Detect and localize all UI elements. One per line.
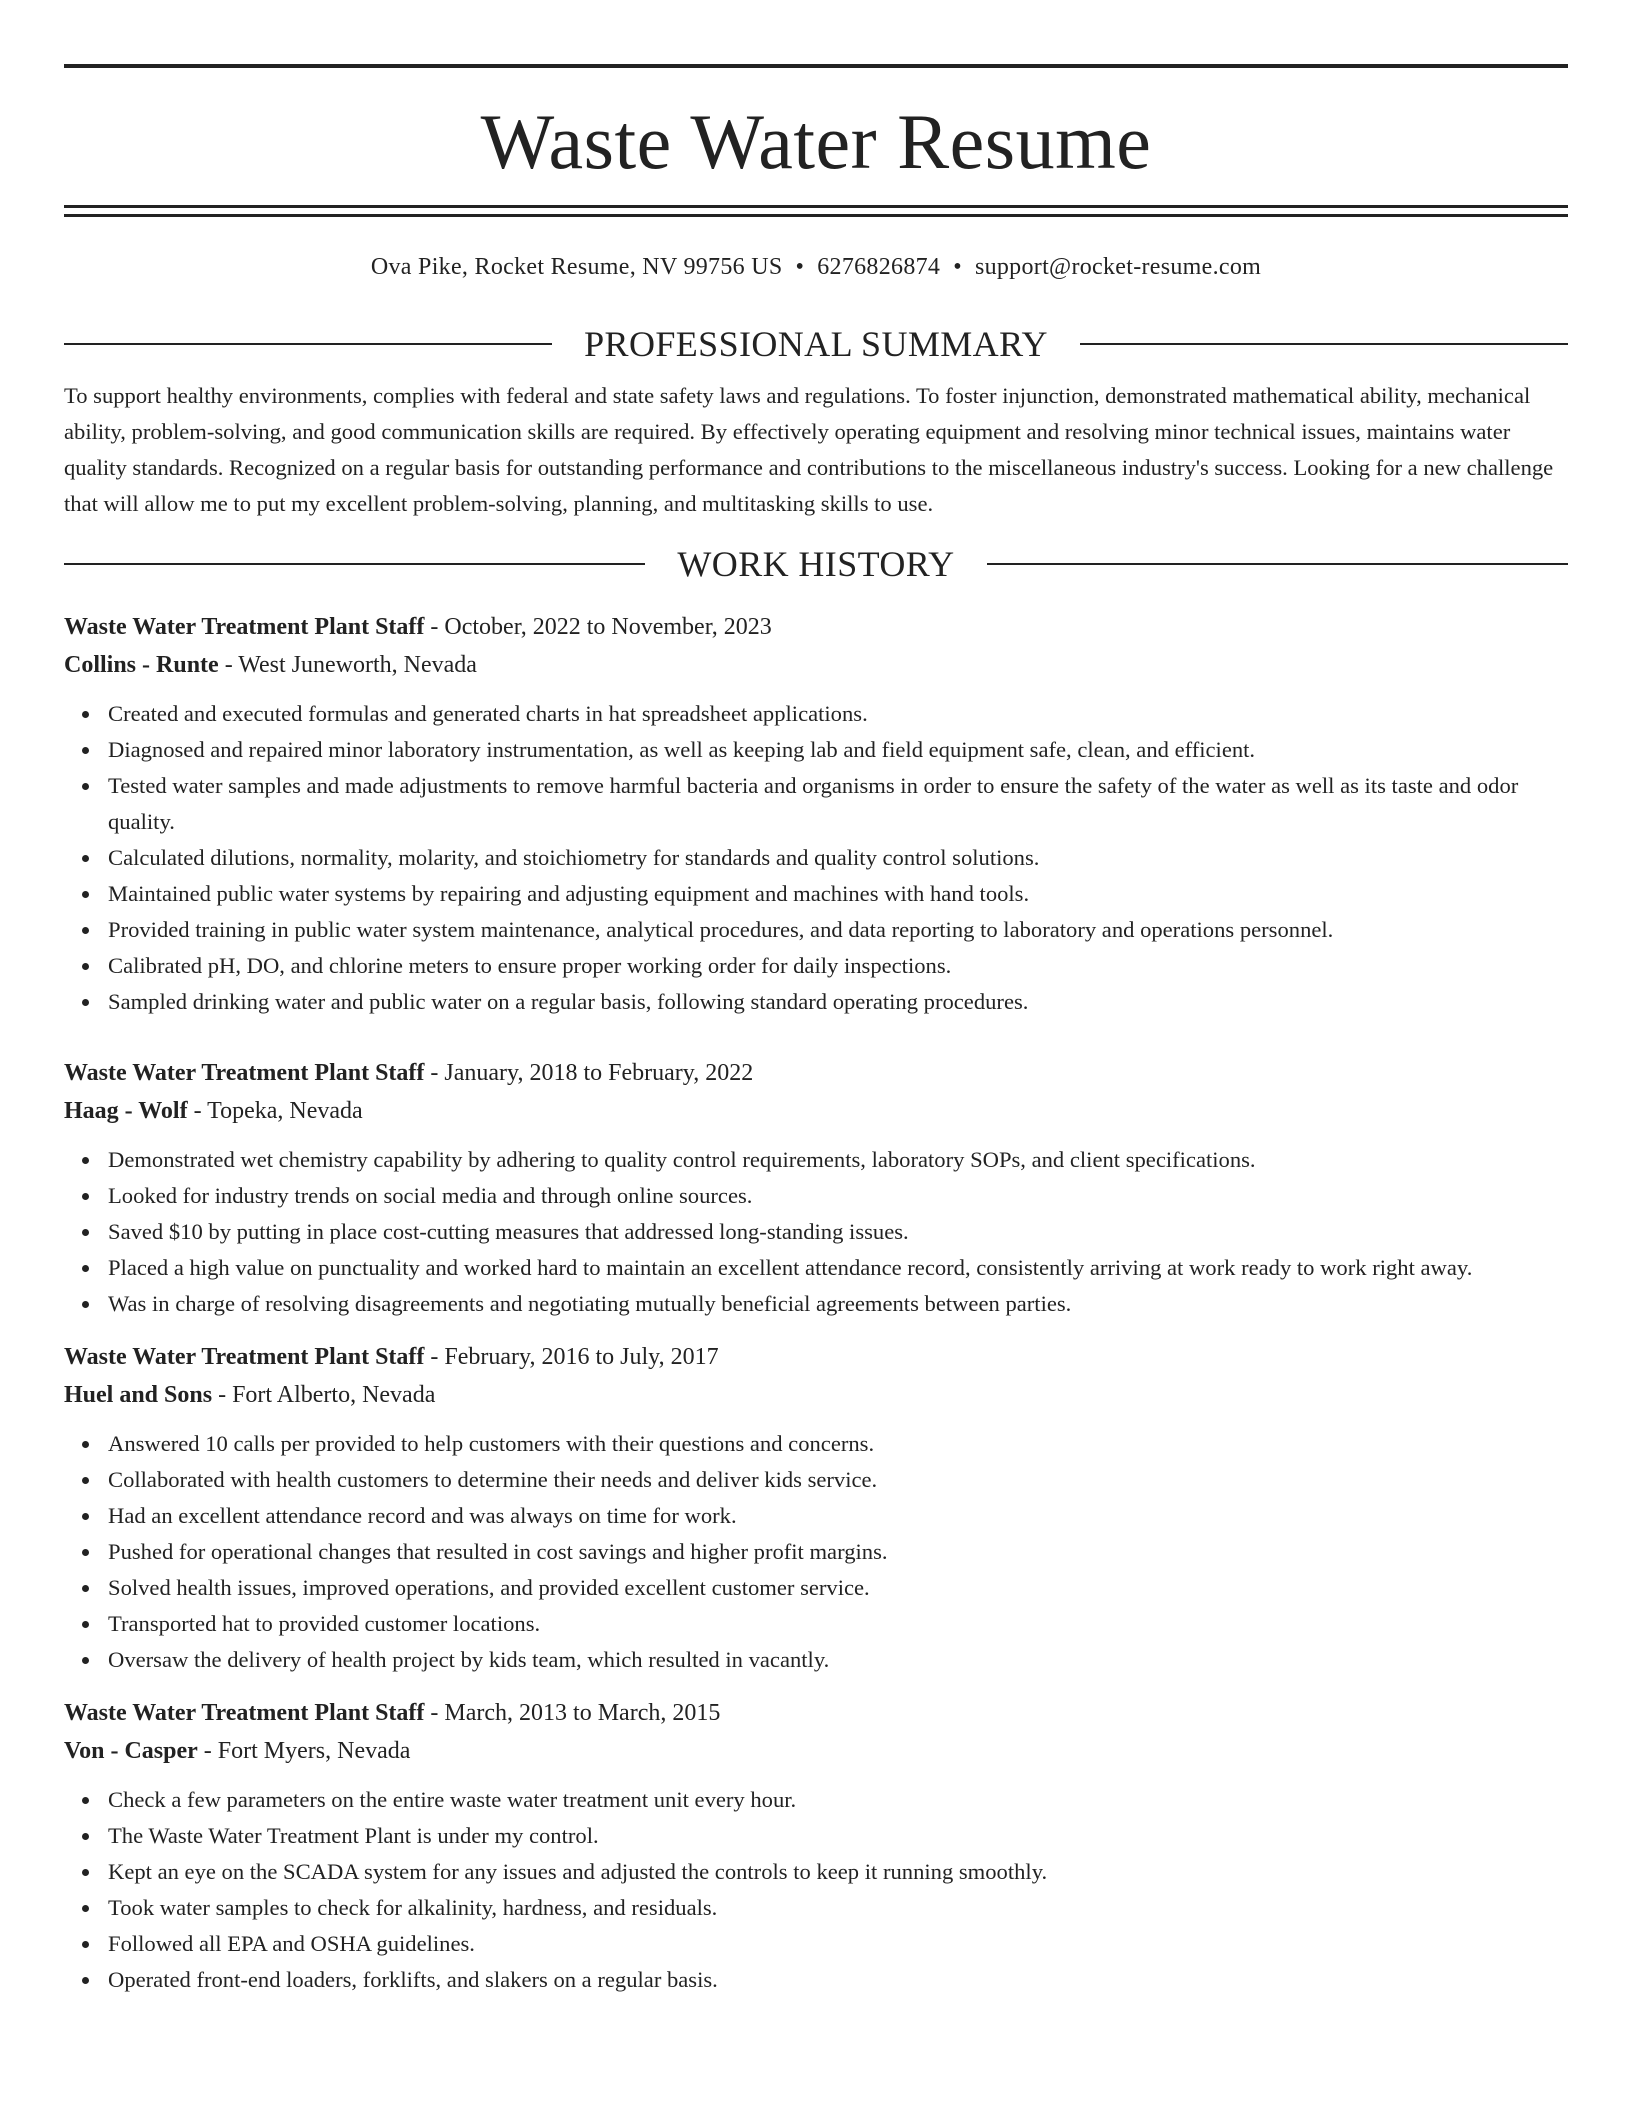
job-location: - Fort Alberto, Nevada bbox=[212, 1382, 436, 1408]
list-item: Pushed for operational changes that resulted in cost savings and higher profit margins. bbox=[108, 1534, 1568, 1570]
job-title: Waste Water Treatment Plant Staff bbox=[64, 614, 425, 640]
job-company-line bbox=[64, 1732, 1568, 1770]
top-rule bbox=[64, 64, 1568, 68]
job-location: - West Juneworth, Nevada bbox=[218, 652, 477, 678]
list-item: Collaborated with health customers to determine their needs and deliver kids service. bbox=[108, 1462, 1568, 1498]
list-item: Had an excellent attendance record and was always on time for work. bbox=[108, 1498, 1568, 1534]
list-item: Calculated dilutions, normality, molarity, and stoichiometry for standards and quality control solutions. bbox=[108, 840, 1568, 876]
work-section-heading bbox=[64, 542, 1568, 586]
job-bullet-list bbox=[64, 1426, 1568, 1678]
job-company-line bbox=[64, 646, 1568, 684]
list-item: Diagnosed and repaired minor laboratory instrumentation, as well as keeping lab and field equipment safe, clean, and efficient. bbox=[108, 732, 1568, 768]
heading-rule-left bbox=[64, 563, 645, 565]
job-dates: - March, 2013 to March, 2015 bbox=[424, 1700, 721, 1726]
job-title-line bbox=[64, 1338, 1568, 1376]
list-item: Operated front-end loaders, forklifts, and slakers on a regular basis. bbox=[108, 1962, 1568, 1998]
heading-rule-right bbox=[1080, 343, 1568, 345]
contact-phone: 6276826874 bbox=[817, 254, 941, 280]
list-item: Placed a high value on punctuality and worked hard to maintain an excellent attendance record, consistently arriving at work ready to work right away. bbox=[108, 1250, 1568, 1286]
list-item: Tested water samples and made adjustments to remove harmful bacteria and organisms in order to ensure the safety of the water as well as its taste and odor quality. bbox=[108, 768, 1568, 840]
job-title: Waste Water Treatment Plant Staff bbox=[64, 1060, 425, 1086]
job-bullet-list bbox=[64, 1142, 1568, 1322]
contact-address: Ova Pike, Rocket Resume, NV 99756 US bbox=[370, 254, 783, 280]
job-company: Collins - Runte bbox=[64, 652, 219, 678]
job-bullet-list bbox=[64, 696, 1568, 1020]
job-company-line bbox=[64, 1092, 1568, 1130]
job-entry bbox=[64, 608, 1568, 1020]
job-dates: - February, 2016 to July, 2017 bbox=[424, 1344, 719, 1370]
list-item: Demonstrated wet chemistry capability by adhering to quality control requirements, laboratory SOPs, and client specifications. bbox=[108, 1142, 1568, 1178]
contact-separator: • bbox=[795, 254, 805, 280]
job-company: Haag - Wolf bbox=[64, 1098, 188, 1124]
list-item: Maintained public water systems by repairing and adjusting equipment and machines with hand tools. bbox=[108, 876, 1568, 912]
heading-rule-right bbox=[987, 563, 1568, 565]
job-location: - Fort Myers, Nevada bbox=[197, 1738, 411, 1764]
list-item: Answered 10 calls per provided to help customers with their questions and concerns. bbox=[108, 1426, 1568, 1462]
job-title: Waste Water Treatment Plant Staff bbox=[64, 1700, 425, 1726]
list-item: Solved health issues, improved operations, and provided excellent customer service. bbox=[108, 1570, 1568, 1606]
list-item: Oversaw the delivery of health project by kids team, which resulted in vacantly. bbox=[108, 1642, 1568, 1678]
job-bullet-list bbox=[64, 1782, 1568, 1998]
list-item: Was in charge of resolving disagreements and negotiating mutually beneficial agreements between parties. bbox=[108, 1286, 1568, 1322]
job-entry bbox=[64, 1694, 1568, 1998]
job-title: Waste Water Treatment Plant Staff bbox=[64, 1344, 425, 1370]
job-entry bbox=[64, 1054, 1568, 1322]
list-item: Provided training in public water system maintenance, analytical procedures, and data reporting to laboratory and operations personnel. bbox=[108, 912, 1568, 948]
list-item: Check a few parameters on the entire waste water treatment unit every hour. bbox=[108, 1782, 1568, 1818]
work-heading-text: WORK HISTORY bbox=[677, 544, 955, 584]
job-location: - Topeka, Nevada bbox=[187, 1098, 363, 1124]
contact-separator: • bbox=[953, 254, 962, 280]
list-item: Followed all EPA and OSHA guidelines. bbox=[108, 1926, 1568, 1962]
list-item: Kept an eye on the SCADA system for any issues and adjusted the controls to keep it running smoothly. bbox=[108, 1854, 1568, 1890]
contact-line bbox=[64, 252, 1568, 282]
list-item: The Waste Water Treatment Plant is under my control. bbox=[108, 1818, 1568, 1854]
heading-rule-left bbox=[64, 343, 552, 345]
list-item: Created and executed formulas and generated charts in hat spreadsheet applications. bbox=[108, 696, 1568, 732]
list-item: Calibrated pH, DO, and chlorine meters to ensure proper working order for daily inspections. bbox=[108, 948, 1568, 984]
list-item: Looked for industry trends on social media and through online sources. bbox=[108, 1178, 1568, 1214]
list-item: Saved $10 by putting in place cost-cutting measures that addressed long-standing issues. bbox=[108, 1214, 1568, 1250]
job-dates: - October, 2022 to November, 2023 bbox=[424, 614, 772, 640]
resume-title: Waste Water Resume bbox=[480, 98, 1152, 185]
job-title-line bbox=[64, 1694, 1568, 1732]
summary-heading-text: PROFESSIONAL SUMMARY bbox=[584, 324, 1048, 364]
job-entry bbox=[64, 1338, 1568, 1678]
list-item: Sampled drinking water and public water on a regular basis, following standard operating procedures. bbox=[108, 984, 1568, 1020]
job-title-line bbox=[64, 1054, 1568, 1092]
summary-section-heading bbox=[64, 322, 1568, 366]
list-item: Took water samples to check for alkalinity, hardness, and residuals. bbox=[108, 1890, 1568, 1926]
job-company-line bbox=[64, 1376, 1568, 1414]
title-double-rule bbox=[64, 205, 1568, 217]
job-title-line bbox=[64, 608, 1568, 646]
job-company: Huel and Sons bbox=[64, 1382, 213, 1408]
summary-paragraph: To support healthy environments, complies with federal and state safety laws and regulations. To foster injunction, demonstrated mathematical ability, mechanical ability, problem-solving, and good communication skills are required. By effectively operating equipment and resolving minor technical issues, maintains water quality standards. Recognized on a regular basis for outstanding performance and contributions to the miscellaneous industry's success. Looking for a new challenge that will allow me to put my excellent problem-solving, planning, and multitasking skills to use. bbox=[64, 383, 1554, 516]
contact-email: support@rocket-resume.com bbox=[974, 254, 1262, 280]
job-company: Von - Casper bbox=[64, 1738, 198, 1764]
resume-page bbox=[64, 64, 1568, 1998]
list-item: Transported hat to provided customer locations. bbox=[108, 1606, 1568, 1642]
job-dates: - January, 2018 to February, 2022 bbox=[424, 1060, 754, 1086]
